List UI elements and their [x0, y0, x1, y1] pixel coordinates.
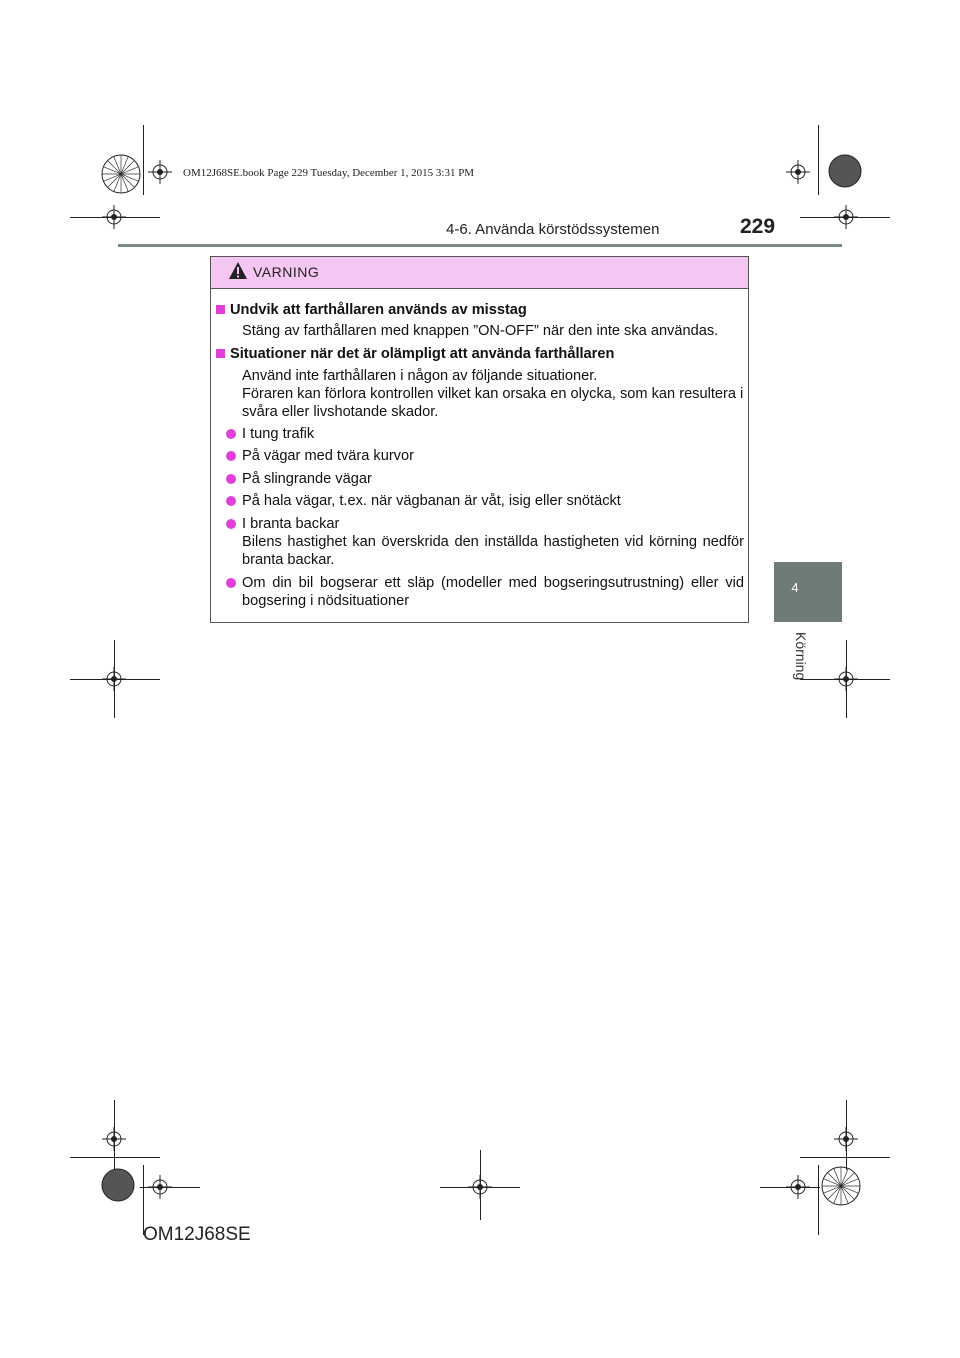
list-item: På vägar med tvära kurvor [226, 447, 744, 465]
section-title: 4-6. Använda körstödssystemen [446, 221, 660, 238]
list-item-detail: Bilens hastighet kan överskrida den inställda hastigheten vid körning nedför branta backar. [242, 534, 744, 568]
warning-box [210, 256, 749, 623]
crosshair-icon [148, 160, 172, 184]
warning-header [211, 257, 748, 289]
round-bullet-icon [226, 578, 236, 588]
registration-dark-disc-icon [101, 1168, 135, 1202]
header-rule [118, 244, 842, 247]
section-heading: Undvik att farthållaren används av misstag [216, 301, 527, 319]
section-text: Föraren kan förlora kontrollen vilket kan orsaka en olycka, som kan resultera i svåra eller livshotande skador. [242, 386, 744, 420]
round-bullet-icon [226, 519, 236, 529]
list-item: Om din bil bogserar ett släp (modeller med bogseringsutrustning) eller vid bogsering i nödsituationer [226, 574, 744, 610]
page-number: 229 [740, 215, 776, 238]
section-text: Stäng av farthållaren med knappen ”ON-OFF” när den inte ska användas. [242, 323, 719, 339]
round-bullet-icon [226, 451, 236, 461]
chapter-number: 4 [791, 580, 799, 595]
crosshair-icon [786, 160, 810, 184]
square-bullet-icon [216, 349, 225, 358]
list-item: På hala vägar, t.ex. när vägbanan är våt, isig eller snötäckt [226, 492, 744, 510]
round-bullet-icon [226, 474, 236, 484]
round-bullet-icon [226, 496, 236, 506]
square-bullet-icon [216, 305, 225, 314]
list-item: I tung trafik [226, 425, 744, 443]
manual-code: OM12J68SE [143, 1224, 251, 1245]
section-heading: Situationer när det är olämpligt att använda farthållaren [216, 345, 614, 363]
registration-disc-icon [821, 1166, 861, 1206]
chapter-label: Körning [793, 632, 809, 681]
warning-triangle-icon [228, 261, 248, 280]
registration-dark-disc-icon [828, 154, 862, 188]
registration-disc-icon [101, 154, 141, 194]
section-text: Använd inte farthållaren i någon av följande situationer. [242, 368, 598, 384]
list-item: På slingrande vägar [226, 470, 744, 488]
chapter-tab [774, 562, 842, 622]
print-info: OM12J68SE.book Page 229 Tuesday, December 1, 2015 3:31 PM [183, 167, 475, 179]
list-item: I branta backar Bilens hastighet kan överskrida den inställda hastigheten vid körning nedför branta backar. [226, 515, 744, 569]
warning-title: VARNING [253, 264, 320, 280]
round-bullet-icon [226, 429, 236, 439]
